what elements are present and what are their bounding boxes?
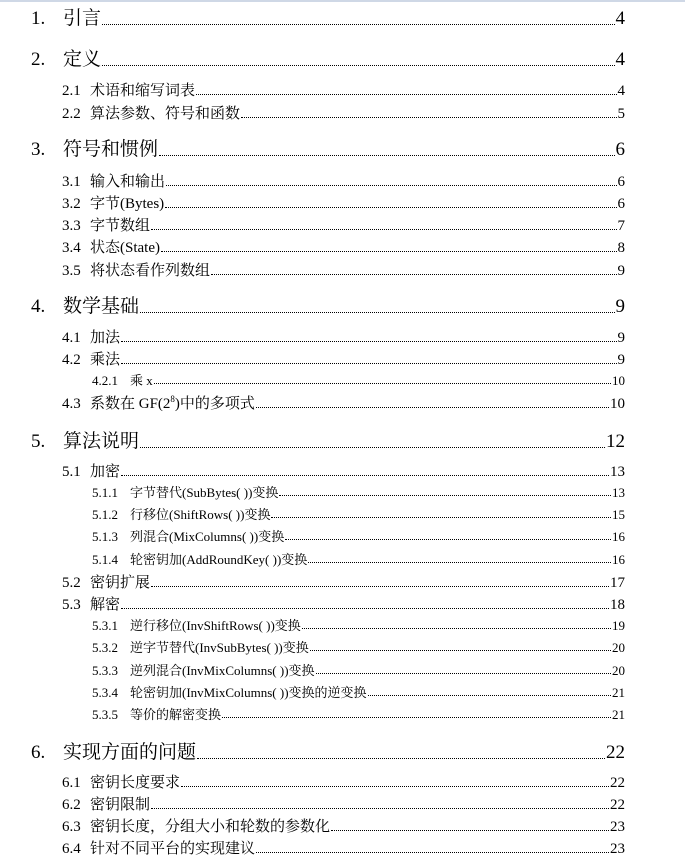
toc-entry[interactable] — [31, 44, 625, 71]
toc-entry[interactable] — [62, 348, 625, 369]
dot-leader — [151, 586, 609, 587]
toc-entry-page-number: 21 — [612, 707, 625, 722]
toc-entry-page-number: 4 — [615, 8, 625, 29]
toc-entry-number: 1. — [31, 8, 46, 29]
toc-entry-title: 字节数组 — [90, 218, 151, 234]
toc-entry[interactable] — [31, 3, 625, 30]
dot-leader — [279, 495, 611, 496]
toc-entry-page-number: 23 — [610, 819, 625, 835]
toc-entry-title: 输入和输出 — [90, 174, 166, 190]
toc-entry-number: 3. — [31, 139, 46, 160]
dot-leader — [181, 786, 609, 787]
toc-entry[interactable] — [92, 549, 625, 568]
dot-leader — [121, 363, 616, 364]
toc-entry-number: 4.2.1 — [92, 373, 118, 388]
toc-entry-title: 列混合(MixColumns( ))变换 — [130, 529, 285, 544]
toc-entry-title: 轮密钥加(InvMixColumns( ))变换的逆变换 — [130, 685, 367, 700]
toc-entry-number: 5.1.1 — [92, 485, 118, 500]
dot-leader — [151, 808, 609, 809]
toc-entry-number: 5. — [31, 431, 46, 452]
dot-leader — [159, 155, 614, 156]
toc-entry[interactable] — [62, 170, 625, 191]
toc-entry-title: 算法参数、符号和函数 — [90, 106, 241, 122]
toc-entry-title: 行移位(ShiftRows( ))变换 — [130, 507, 271, 522]
toc-entry-title: 乘 x — [130, 373, 153, 388]
toc-entry-title-text: 系数在 GF(2 — [90, 396, 171, 412]
toc-entry[interactable] — [92, 660, 625, 679]
toc-entry[interactable] — [62, 102, 625, 123]
toc-entry[interactable] — [92, 482, 625, 501]
toc-entry-page-number: 5 — [617, 106, 625, 122]
toc-entry-title: 引言 — [63, 8, 102, 29]
toc-entry[interactable] — [62, 326, 625, 347]
dot-leader — [165, 207, 616, 208]
dot-leader — [308, 562, 611, 563]
toc-entry-title: 字节(Bytes) — [90, 196, 165, 212]
toc-entry-title: 术语和缩写词表 — [90, 83, 196, 99]
toc-entry-page-number: 22 — [610, 775, 625, 791]
toc-entry-page-number: 9 — [615, 296, 625, 317]
toc-entry[interactable] — [31, 426, 625, 453]
toc-entry-title: 加法 — [90, 330, 121, 346]
toc-entry-page-number: 6 — [615, 139, 625, 160]
toc-entry-number: 6.4 — [62, 841, 81, 857]
toc-entry-number: 6.2 — [62, 797, 81, 813]
toc-entry-title: 密钥长度，分组大小和轮数的参数化 — [90, 819, 331, 835]
toc-entry[interactable] — [92, 682, 625, 701]
toc-entry-title: 字节替代(SubBytes( ))变换 — [130, 485, 279, 500]
toc-entry[interactable] — [62, 837, 625, 858]
toc-entry-title: 定义 — [63, 49, 102, 70]
dot-leader — [241, 117, 616, 118]
toc-entry-page-number: 9 — [617, 330, 625, 346]
toc-entry-title — [90, 392, 255, 413]
toc-entry-page-number: 19 — [612, 618, 625, 633]
toc-entry-page-number: 20 — [612, 663, 625, 678]
toc-entry-page-number: 23 — [610, 841, 625, 857]
toc-entry[interactable] — [92, 526, 625, 545]
toc-entry-title: 针对不同平台的实现建议 — [90, 841, 256, 857]
toc-entry-page-number: 10 — [612, 373, 625, 388]
dot-leader — [256, 852, 609, 853]
toc-entry-page-number: 10 — [610, 396, 625, 412]
toc-entry-page-number: 21 — [612, 685, 625, 700]
dot-leader — [121, 341, 616, 342]
toc-entry-title: 逆行移位(InvShiftRows( ))变换 — [130, 618, 301, 633]
toc-entry-title: 密钥扩展 — [90, 575, 151, 591]
toc-entry[interactable] — [92, 504, 625, 523]
toc-entry-title: 数学基础 — [63, 296, 140, 317]
dot-leader — [121, 475, 609, 476]
toc-entry-title: 乘法 — [90, 352, 121, 368]
toc-entry-page-number: 16 — [612, 552, 625, 567]
toc-entry-title: 密钥长度要求 — [90, 775, 181, 791]
dot-leader — [102, 24, 614, 25]
toc-entry-number: 3.1 — [62, 174, 81, 190]
toc-entry-page-number: 9 — [617, 352, 625, 368]
toc-entry[interactable] — [62, 236, 625, 257]
toc-entry-title: 符号和惯例 — [63, 139, 159, 160]
toc-entry-number: 5.3.1 — [92, 618, 118, 633]
toc-entry-number: 4. — [31, 296, 46, 317]
dot-leader — [161, 251, 617, 252]
toc-entry-title-text: )中的多项式 — [174, 396, 255, 412]
toc-entry[interactable] — [31, 134, 625, 161]
toc-entry-page-number: 17 — [610, 575, 625, 591]
toc-entry-page-number: 6 — [617, 196, 625, 212]
toc-entry[interactable] — [31, 737, 625, 764]
dot-leader — [368, 695, 611, 696]
toc-entry-page-number: 4 — [617, 83, 625, 99]
toc-entry-number: 4.1 — [62, 330, 81, 346]
dot-leader — [285, 539, 611, 540]
dot-leader — [196, 94, 616, 95]
dot-leader — [154, 383, 611, 384]
toc-entry-title: 等价的解密变换 — [130, 707, 222, 722]
dot-leader — [166, 185, 616, 186]
toc-entry-title: 实现方面的问题 — [63, 742, 197, 763]
toc-entry[interactable] — [62, 593, 625, 614]
toc-entry-page-number: 4 — [615, 49, 625, 70]
toc-entry-number: 4.3 — [62, 396, 81, 412]
toc-entry-page-number: 22 — [610, 797, 625, 813]
toc-entry-number: 2.2 — [62, 106, 81, 122]
toc-entry-number: 6. — [31, 742, 46, 763]
dot-leader — [211, 274, 616, 275]
toc-entry-number: 5.1 — [62, 464, 81, 480]
toc-entry-title: 加密 — [90, 464, 121, 480]
toc-entry[interactable] — [62, 214, 625, 235]
toc-entry-number: 5.3.4 — [92, 685, 118, 700]
toc-entry-title-superscript: 8 — [170, 394, 175, 404]
toc-entry-title: 将状态看作列数组 — [90, 263, 211, 279]
toc-entry-title: 轮密钥加(AddRoundKey( ))变换 — [130, 552, 308, 567]
toc-entry-title: 密钥限制 — [90, 797, 151, 813]
toc-entry-number: 5.3.2 — [92, 640, 118, 655]
toc-entry-number: 6.1 — [62, 775, 81, 791]
toc-entry-number: 3.4 — [62, 240, 81, 256]
dot-leader — [102, 65, 614, 66]
toc-entry-number: 4.2 — [62, 352, 81, 368]
toc-entry-page-number: 13 — [610, 464, 625, 480]
toc-entry-number: 5.1.2 — [92, 507, 118, 522]
toc-entry-number: 5.1.4 — [92, 552, 118, 567]
dot-leader — [140, 447, 605, 448]
toc-entry-page-number: 8 — [617, 240, 625, 256]
dot-leader — [302, 628, 611, 629]
toc-entry-number: 6.3 — [62, 819, 81, 835]
toc-entry-page-number: 20 — [612, 640, 625, 655]
toc-entry-page-number: 13 — [612, 485, 625, 500]
dot-leader — [271, 517, 611, 518]
toc-entry-page-number: 12 — [606, 431, 625, 452]
dot-leader — [331, 830, 609, 831]
dot-leader — [310, 650, 611, 651]
toc-entry-page-number: 15 — [612, 507, 625, 522]
toc-entry-number: 3.3 — [62, 218, 81, 234]
dot-leader — [151, 229, 616, 230]
toc-entry[interactable] — [62, 79, 625, 100]
toc-entry-number: 5.1.3 — [92, 529, 118, 544]
toc-entry-title: 算法说明 — [63, 431, 140, 452]
toc-entry-title: 状态(State) — [90, 240, 160, 256]
toc-entry[interactable] — [62, 192, 625, 213]
toc-entry-title: 解密 — [90, 597, 121, 613]
toc-entry[interactable] — [92, 637, 625, 656]
toc-entry-number: 3.2 — [62, 196, 81, 212]
toc-entry[interactable] — [92, 704, 625, 723]
toc-entry[interactable] — [62, 392, 625, 413]
toc-entry-page-number: 6 — [617, 174, 625, 190]
toc-entry[interactable] — [31, 291, 625, 318]
dot-leader — [140, 312, 614, 313]
toc-entry[interactable] — [62, 259, 625, 280]
toc-entry[interactable] — [62, 793, 625, 814]
toc-entry-number: 2. — [31, 49, 46, 70]
toc-entry[interactable] — [62, 460, 625, 481]
toc-entry-number: 2.1 — [62, 83, 81, 99]
toc-entry[interactable] — [92, 370, 625, 389]
dot-leader — [121, 608, 609, 609]
toc-entry-page-number: 22 — [606, 742, 625, 763]
dot-leader — [222, 717, 611, 718]
toc-entry[interactable] — [62, 771, 625, 792]
toc-entry-number: 5.2 — [62, 575, 81, 591]
toc-entry-number: 3.5 — [62, 263, 81, 279]
toc-entry[interactable] — [62, 571, 625, 592]
dot-leader — [256, 407, 609, 408]
dot-leader — [197, 758, 605, 759]
toc-entry-number: 5.3.3 — [92, 663, 118, 678]
toc-entry-number: 5.3.5 — [92, 707, 118, 722]
toc-entry[interactable] — [62, 815, 625, 836]
toc-entry[interactable] — [92, 615, 625, 634]
toc-entry-title: 逆字节替代(InvSubBytes( ))变换 — [130, 640, 309, 655]
toc-entry-page-number: 7 — [617, 218, 625, 234]
dot-leader — [316, 673, 611, 674]
toc-entry-number: 5.3 — [62, 597, 81, 613]
toc-entry-page-number: 9 — [617, 263, 625, 279]
toc-entry-page-number: 16 — [612, 529, 625, 544]
toc-entry-title: 逆列混合(InvMixColumns( ))变换 — [130, 663, 315, 678]
toc-entry-page-number: 18 — [610, 597, 625, 613]
